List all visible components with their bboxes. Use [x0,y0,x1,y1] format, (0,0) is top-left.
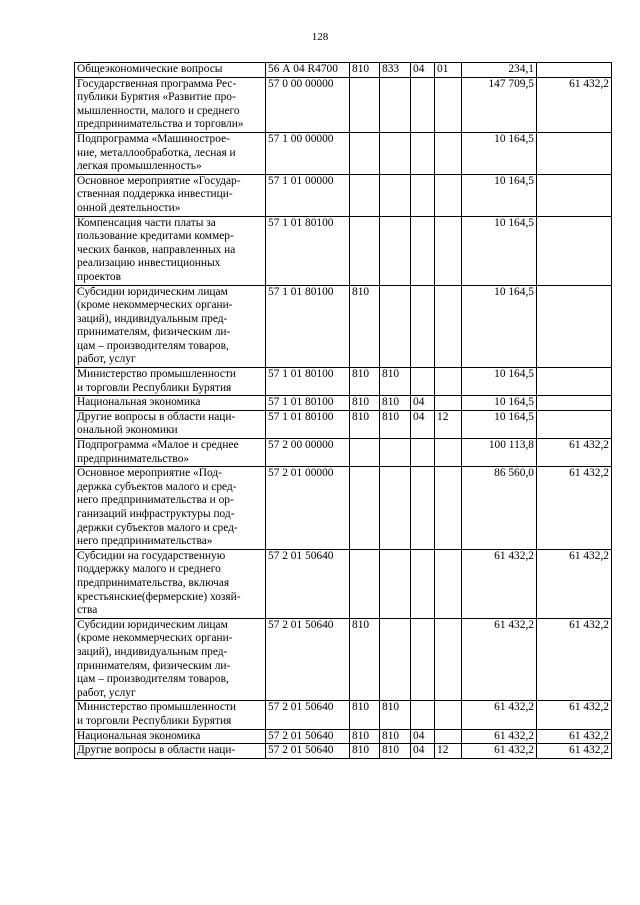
target-code-cell: 57 2 01 50640 [266,549,350,618]
section-cell: 04 [411,744,435,759]
ministry-code-cell [380,132,411,174]
table-row [75,396,612,411]
row-name-line: Подпрограмма «Малое и среднее [77,439,239,452]
row-name-line: него предпринимательства» [77,535,213,548]
row-name-cell [75,549,266,618]
target-code-cell: 57 1 01 80100 [266,216,350,285]
row-name-line: Субсидии юридическим лицам [77,285,228,298]
row-name-line: ческих банков, направленных на [77,243,236,256]
row-name-line: ганизаций инфраструктуры под- [77,508,235,520]
ministry-code-cell [380,549,411,618]
amount-federal-cell [537,63,612,78]
table-row [75,701,612,729]
row-name-line: Другие вопросы в области наци- [77,410,236,423]
row-name-line: реализацию инвестиционных [77,257,221,270]
row-name-cell [75,63,266,78]
amount-total-cell: 10 164,5 [462,396,537,411]
table-row [75,729,612,744]
subsection-cell [435,285,462,368]
row-name-line: Другие вопросы в области наци- [77,744,236,757]
expense-type-cell: 810 [350,618,380,701]
row-name-cell [75,729,266,744]
row-name-line: легкая промышленность» [77,160,202,173]
target-code-cell: 57 0 00 00000 [266,77,350,132]
amount-federal-cell: 61 432,2 [537,467,612,550]
page-number: 128 [311,31,329,43]
row-name-line: Компенсация части платы за [77,216,216,229]
row-name-cell [75,77,266,132]
row-name-line: Основное мероприятие «Государ- [77,174,241,187]
row-name-line: ственная поддержка инвестици- [77,188,233,201]
section-cell [411,549,435,618]
section-cell [411,285,435,368]
expense-type-cell: 810 [350,285,380,368]
row-name-cell [75,744,266,759]
amount-total-cell: 10 164,5 [462,132,537,174]
row-name-line: держки субъектов малого и сред- [77,521,238,534]
expense-type-cell [350,132,380,174]
row-name-cell [75,396,266,411]
table-row [75,410,612,438]
ministry-code-cell: 810 [380,410,411,438]
amount-total-cell: 61 432,2 [462,744,537,759]
subsection-cell [435,439,462,467]
amount-total-cell: 10 164,5 [462,410,537,438]
amount-total-cell: 61 432,2 [462,618,537,701]
table-row [75,618,612,701]
row-name-cell [75,285,266,368]
amount-federal-cell: 61 432,2 [537,549,612,618]
row-name-line: цам – производителям товаров, [77,673,229,686]
table-body [75,63,612,759]
row-name-line: Национальная экономика [77,729,201,742]
ministry-code-cell [380,618,411,701]
row-name-line: Основное мероприятие «Под- [77,467,222,480]
table-row [75,368,612,396]
expense-type-cell: 810 [350,368,380,396]
expense-type-cell [350,77,380,132]
expense-type-cell: 810 [350,63,380,78]
ministry-code-cell [380,174,411,216]
row-name-line: поддержку малого и среднего [77,563,221,576]
target-code-cell: 57 2 01 50640 [266,729,350,744]
ministry-code-cell: 810 [380,744,411,759]
row-name-line: предпринимательство» [77,452,190,465]
expense-type-cell: 810 [350,744,380,759]
target-code-cell: 57 1 00 00000 [266,132,350,174]
target-code-cell: 57 1 01 80100 [266,368,350,396]
section-cell: 04 [411,729,435,744]
amount-federal-cell [537,174,612,216]
row-name-cell [75,439,266,467]
row-name-line: ние, металлообработка, лесная и [77,146,236,159]
amount-total-cell: 61 432,2 [462,549,537,618]
section-cell: 04 [411,396,435,411]
subsection-cell [435,549,462,618]
row-name-line: работ, услуг [77,353,136,366]
row-name-cell [75,701,266,729]
target-code-cell: 57 2 01 50640 [266,744,350,759]
expense-type-cell: 810 [350,396,380,411]
row-name-line: предпринимательства, включая [77,576,230,589]
expense-type-cell: 810 [350,410,380,438]
row-name-cell [75,467,266,550]
target-code-cell: 57 2 01 50640 [266,618,350,701]
amount-federal-cell: 61 432,2 [537,744,612,759]
amount-federal-cell: 61 432,2 [537,701,612,729]
ministry-code-cell [380,467,411,550]
amount-federal-cell [537,132,612,174]
row-name-line: цам – производителям товаров, [77,339,229,352]
amount-federal-cell [537,285,612,368]
section-cell [411,368,435,396]
amount-total-cell: 10 164,5 [462,216,537,285]
amount-federal-cell: 61 432,2 [537,439,612,467]
ministry-code-cell: 810 [380,729,411,744]
section-cell: 04 [411,410,435,438]
expense-type-cell: 810 [350,701,380,729]
row-name-cell [75,618,266,701]
table-row [75,744,612,759]
table-row [75,467,612,550]
row-name-line: ональной экономики [77,424,178,437]
subsection-cell: 12 [435,744,462,759]
amount-total-cell: 234,1 [462,63,537,78]
row-name-line: Субсидии на государственную [77,549,226,562]
row-name-line: и торговли Республики Бурятия [77,714,232,727]
table-row [75,132,612,174]
amount-federal-cell [537,216,612,285]
section-cell [411,467,435,550]
row-name-cell [75,410,266,438]
amount-total-cell: 61 432,2 [462,729,537,744]
row-name-line: ства [77,604,98,617]
row-name-cell [75,216,266,285]
amount-federal-cell: 61 432,2 [537,729,612,744]
ministry-code-cell: 833 [380,63,411,78]
ministry-code-cell [380,285,411,368]
section-cell: 04 [411,63,435,78]
budget-table [74,62,612,759]
ministry-code-cell: 810 [380,396,411,411]
row-name-line: пользование кредитами коммер- [77,230,234,243]
subsection-cell [435,174,462,216]
target-code-cell: 57 2 00 00000 [266,439,350,467]
subsection-cell [435,216,462,285]
table-row [75,77,612,132]
row-name-line: Национальная экономика [77,396,201,409]
row-name-line: предпринимательства и торговли» [77,118,244,131]
row-name-line: (кроме некоммерческих органи- [77,299,233,312]
row-name-line: принимателям, физическим ли- [77,659,231,672]
row-name-line: проектов [77,270,121,283]
subsection-cell [435,467,462,550]
section-cell [411,439,435,467]
expense-type-cell [350,549,380,618]
row-name-line: него предпринимательства и ор- [77,494,234,507]
row-name-cell [75,132,266,174]
row-name-line: Государственная программа Рес- [77,77,237,90]
table-row [75,285,612,368]
row-name-line: мышленности, малого и среднего [77,104,240,117]
ministry-code-cell [380,216,411,285]
subsection-cell [435,618,462,701]
amount-total-cell: 61 432,2 [462,701,537,729]
target-code-cell: 57 1 01 80100 [266,285,350,368]
row-name-line: и торговли Республики Бурятия [77,381,232,394]
row-name-line: принимателям, физическим ли- [77,326,231,339]
row-name-line: крестьянские(фермерские) хозяй- [77,590,241,603]
amount-total-cell: 10 164,5 [462,368,537,396]
table-row [75,549,612,618]
expense-type-cell [350,439,380,467]
row-name-line: работ, услуг [77,686,136,699]
expense-type-cell [350,174,380,216]
target-code-cell: 57 1 01 80100 [266,396,350,411]
ministry-code-cell: 810 [380,701,411,729]
amount-federal-cell: 61 432,2 [537,618,612,701]
row-name-line: держка субъектов малого и сред- [77,480,237,493]
amount-federal-cell [537,410,612,438]
row-name-line: Подпрограмма «Машинострое- [77,132,230,145]
ministry-code-cell: 810 [380,368,411,396]
table-row [75,439,612,467]
target-code-cell: 56 А 04 R4700 [266,63,350,78]
amount-total-cell: 86 560,0 [462,467,537,550]
expense-type-cell: 810 [350,729,380,744]
table-row [75,174,612,216]
expense-type-cell [350,467,380,550]
ministry-code-cell [380,77,411,132]
row-name-line: Министерство промышленности [77,368,237,381]
subsection-cell: 01 [435,63,462,78]
subsection-cell [435,701,462,729]
section-cell [411,618,435,701]
amount-federal-cell [537,368,612,396]
row-name-line: Субсидии юридическим лицам [77,618,228,631]
row-name-line: заций), индивидуальным пред- [77,645,228,658]
subsection-cell [435,729,462,744]
section-cell [411,216,435,285]
amount-total-cell: 10 164,5 [462,285,537,368]
amount-total-cell: 10 164,5 [462,174,537,216]
row-name-cell [75,368,266,396]
row-name-line: (кроме некоммерческих органи- [77,632,233,645]
table-row [75,216,612,285]
table-row [75,63,612,78]
subsection-cell [435,368,462,396]
target-code-cell: 57 2 01 50640 [266,701,350,729]
target-code-cell: 57 1 01 80100 [266,410,350,438]
row-name-line: публики Бурятия «Развитие про- [77,91,236,104]
target-code-cell: 57 1 01 00000 [266,174,350,216]
section-cell [411,132,435,174]
amount-total-cell: 100 113,8 [462,439,537,467]
subsection-cell [435,396,462,411]
section-cell [411,77,435,132]
expense-type-cell [350,216,380,285]
section-cell [411,701,435,729]
row-name-line: Общеэкономические вопросы [77,63,223,75]
row-name-line: Министерство промышленности [77,701,237,714]
section-cell [411,174,435,216]
row-name-line: заций), индивидуальным пред- [77,312,228,325]
amount-total-cell: 147 709,5 [462,77,537,132]
subsection-cell: 12 [435,410,462,438]
amount-federal-cell: 61 432,2 [537,77,612,132]
subsection-cell [435,77,462,132]
target-code-cell: 57 2 01 00000 [266,467,350,550]
row-name-line: онной деятельности» [77,201,181,214]
ministry-code-cell [380,439,411,467]
amount-federal-cell [537,396,612,411]
subsection-cell [435,132,462,174]
row-name-cell [75,174,266,216]
